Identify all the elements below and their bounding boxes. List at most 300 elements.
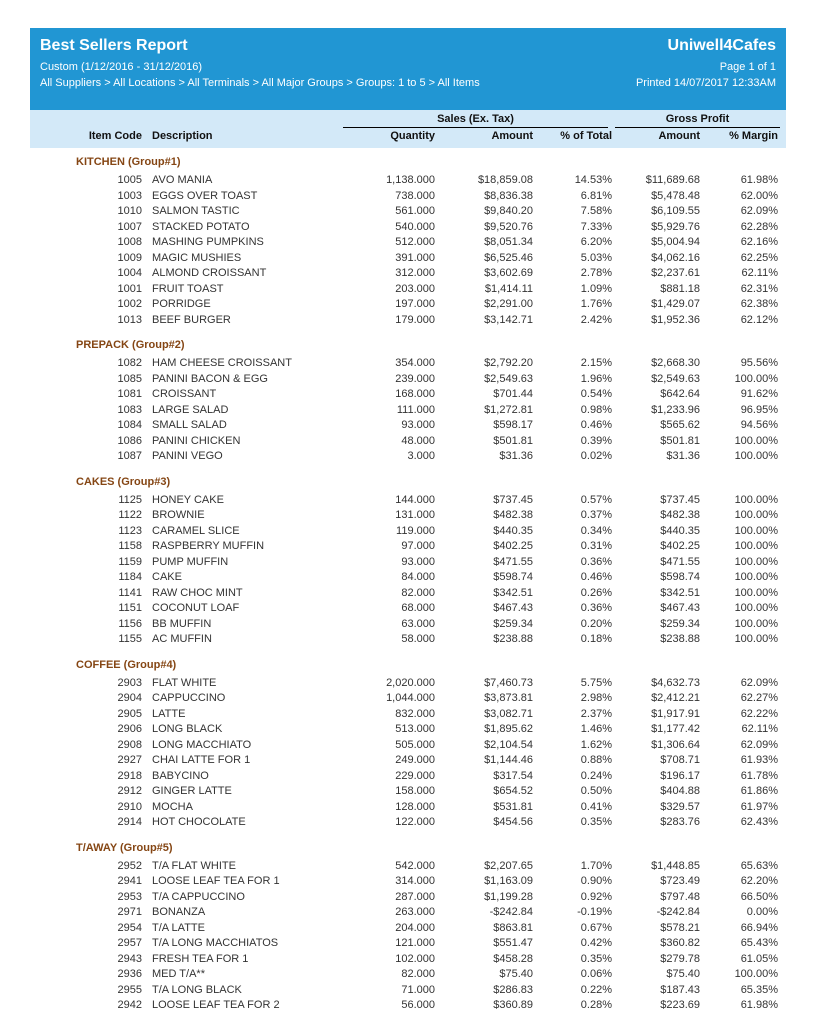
quantity-cell: 1,044.000	[386, 692, 435, 704]
gp-amount-cell: $467.43	[660, 602, 700, 614]
item-code-cell: 1081	[117, 388, 142, 400]
description-cell: GINGER LATTE	[152, 785, 232, 797]
pct-margin-cell: 62.28%	[740, 220, 778, 233]
amount-cell: $18,859.08	[477, 174, 533, 186]
pct-of-total-cell: 0.41%	[580, 800, 612, 813]
table-row	[30, 235, 786, 251]
gp-amount-cell: $5,478.48	[651, 189, 700, 202]
quantity-cell: 197.000	[395, 298, 435, 310]
pct-of-total-cell: 0.50%	[580, 785, 612, 797]
gp-amount-cell: $259.34	[660, 617, 700, 630]
amount-cell: $2,549.63	[484, 372, 533, 385]
gp-amount-cell: $501.81	[660, 434, 700, 447]
gp-amount-cell: $6,109.55	[651, 205, 700, 217]
quantity-cell: 48.000	[401, 434, 435, 447]
description-cell: T/A CAPPUCCINO	[152, 890, 245, 903]
group-heading: COFFEE (Group#4)	[76, 658, 177, 671]
description-cell: FRUIT TOAST	[152, 282, 224, 295]
pct-of-total-cell: 2.78%	[580, 267, 612, 279]
quantity-cell: 93.000	[401, 555, 435, 568]
table-row	[30, 387, 786, 403]
gp-amount-cell: $708.71	[660, 754, 700, 766]
pct-margin-cell: 100.00%	[734, 434, 778, 447]
table-row	[30, 189, 786, 205]
amount-cell: $598.17	[493, 419, 533, 431]
amount-cell: $501.81	[493, 434, 533, 447]
pct-margin-cell: 62.38%	[740, 298, 778, 310]
pct-margin-cell: 100.00%	[734, 493, 778, 506]
column-header-description: Description	[152, 130, 213, 142]
pct-of-total-cell: 2.42%	[580, 313, 612, 326]
description-cell: CROISSANT	[152, 388, 217, 400]
pct-margin-cell: 0.00%	[746, 906, 778, 918]
gp-amount-cell: -$242.84	[656, 906, 700, 918]
item-code-cell: 1151	[118, 602, 142, 614]
amount-cell: $6,525.46	[484, 251, 533, 264]
amount-cell: $286.83	[493, 983, 533, 996]
table-row	[30, 173, 786, 189]
gp-amount-cell: $238.88	[660, 633, 700, 645]
quantity-cell: 239.000	[395, 372, 435, 385]
table-row	[30, 601, 786, 617]
pct-margin-cell: 66.50%	[740, 890, 778, 903]
pct-margin-cell: 61.05%	[740, 952, 778, 965]
table-row	[30, 707, 786, 723]
amount-cell: $342.51	[493, 586, 533, 599]
pct-margin-cell: 61.97%	[740, 800, 778, 813]
gp-amount-cell: $737.45	[660, 493, 700, 506]
pct-margin-cell: 62.00%	[740, 189, 778, 202]
pct-margin-cell: 100.00%	[734, 372, 778, 385]
pct-margin-cell: 61.86%	[740, 785, 778, 797]
item-code-cell: 1010	[117, 205, 142, 217]
table-row	[30, 859, 786, 875]
gp-amount-cell: $283.76	[660, 816, 700, 828]
description-cell: T/A LONG BLACK	[152, 983, 242, 996]
pct-margin-cell: 100.00%	[734, 633, 778, 645]
gp-amount-cell: $1,952.36	[651, 313, 700, 326]
amount-cell: $3,142.71	[484, 313, 533, 326]
description-cell: HOT CHOCOLATE	[152, 816, 246, 828]
gp-amount-cell: $1,448.85	[651, 859, 700, 872]
pct-of-total-cell: 2.15%	[580, 357, 612, 369]
quantity-cell: 204.000	[395, 921, 435, 934]
table-row	[30, 753, 786, 769]
gp-amount-cell: $360.82	[660, 937, 700, 949]
description-cell: EGGS OVER TOAST	[152, 189, 258, 202]
amount-cell: $2,207.65	[484, 859, 533, 872]
description-cell: PANINI CHICKEN	[152, 434, 241, 447]
pct-of-total-cell: 0.31%	[580, 540, 612, 552]
item-code-cell: 2954	[117, 921, 142, 934]
column-header-gp-amount: Amount	[658, 130, 700, 142]
item-code-cell: 2904	[117, 692, 142, 704]
amount-cell: $454.56	[493, 816, 533, 828]
amount-cell: $238.88	[493, 633, 533, 645]
quantity-cell: 249.000	[395, 754, 435, 766]
pct-of-total-cell: 1.70%	[580, 859, 612, 872]
gp-amount-cell: $404.88	[660, 785, 700, 797]
table-row	[30, 784, 786, 800]
quantity-cell: 111.000	[396, 403, 435, 416]
amount-cell: $259.34	[493, 617, 533, 630]
item-code-cell: 1184	[118, 571, 142, 583]
description-cell: PORRIDGE	[152, 298, 211, 310]
pct-of-total-cell: 0.20%	[580, 617, 612, 630]
amount-cell: $863.81	[493, 921, 533, 934]
gp-amount-cell: $5,929.76	[651, 220, 700, 233]
pct-margin-cell: 91.62%	[740, 388, 778, 400]
item-code-cell: 2918	[117, 769, 142, 782]
item-code-cell: 1087	[117, 450, 142, 462]
description-cell: HAM CHEESE CROISSANT	[152, 357, 292, 369]
pct-of-total-cell: 0.90%	[580, 875, 612, 887]
pct-of-total-cell: 0.46%	[580, 571, 612, 583]
printed-timestamp: Printed 14/07/2017 12:33AM	[635, 77, 776, 89]
column-header-amount: Amount	[491, 130, 533, 142]
description-cell: MOCHA	[152, 800, 193, 813]
quantity-cell: 229.000	[395, 769, 435, 782]
quantity-cell: 102.000	[395, 952, 435, 965]
table-row	[30, 905, 786, 921]
pct-margin-cell: 100.00%	[734, 540, 778, 552]
pct-margin-cell: 61.93%	[740, 754, 778, 766]
report-table	[30, 155, 786, 1014]
amount-cell: $402.25	[493, 540, 533, 552]
description-cell: BEEF BURGER	[152, 313, 231, 326]
table-row	[30, 815, 786, 831]
pct-of-total-cell: 0.46%	[580, 419, 612, 431]
quantity-cell: 84.000	[401, 571, 435, 583]
pct-of-total-cell: 0.54%	[580, 388, 612, 400]
gp-amount-cell: $4,632.73	[651, 676, 700, 689]
item-code-cell: 1123	[118, 524, 142, 537]
gp-amount-cell: $342.51	[660, 586, 700, 599]
amount-cell: $3,873.81	[484, 692, 533, 704]
gp-amount-cell: $2,549.63	[651, 372, 700, 385]
description-cell: FRESH TEA FOR 1	[152, 952, 249, 965]
amount-cell: $9,840.20	[484, 205, 533, 217]
amount-cell: $2,792.20	[484, 357, 533, 369]
pct-margin-cell: 65.63%	[740, 859, 778, 872]
pct-of-total-cell: -0.19%	[577, 906, 612, 918]
pct-margin-cell: 61.78%	[740, 769, 778, 782]
pct-of-total-cell: 0.67%	[580, 921, 612, 934]
item-code-cell: 1158	[118, 540, 142, 552]
description-cell: LARGE SALAD	[152, 403, 229, 416]
item-code-cell: 1008	[117, 236, 142, 248]
description-cell: CARAMEL SLICE	[152, 524, 240, 537]
item-code-cell: 2914	[117, 816, 142, 828]
pct-of-total-cell: 0.92%	[580, 890, 612, 903]
quantity-cell: 168.000	[395, 388, 435, 400]
description-cell: BROWNIE	[152, 509, 205, 521]
quantity-cell: 314.000	[395, 875, 435, 887]
pct-margin-cell: 62.09%	[740, 676, 778, 689]
amount-cell: $737.45	[493, 493, 533, 506]
pct-of-total-cell: 0.06%	[580, 968, 612, 980]
gp-amount-cell: $578.21	[660, 921, 700, 934]
table-row	[30, 983, 786, 999]
item-code-cell: 1003	[117, 189, 142, 202]
amount-cell: $440.35	[493, 524, 533, 537]
pct-margin-cell: 100.00%	[734, 968, 778, 980]
description-cell: CAKE	[152, 571, 182, 583]
pct-of-total-cell: 6.81%	[580, 189, 612, 202]
pct-of-total-cell: 14.53%	[574, 174, 612, 186]
amount-cell: $1,272.81	[484, 403, 533, 416]
item-code-cell: 2953	[117, 890, 142, 903]
item-code-cell: 1159	[118, 555, 142, 568]
pct-of-total-cell: 1.62%	[580, 738, 612, 751]
amount-cell: $1,414.11	[484, 282, 533, 295]
description-cell: T/A LATTE	[152, 921, 205, 934]
description-cell: FLAT WHITE	[152, 676, 217, 689]
item-code-cell: 2943	[117, 952, 142, 965]
description-cell: AVO MANIA	[152, 174, 213, 186]
pct-margin-cell: 62.25%	[740, 251, 778, 264]
gp-amount-cell: $31.36	[666, 450, 700, 462]
quantity-cell: 131.000	[395, 509, 435, 521]
table-row	[30, 220, 786, 236]
amount-cell: $654.52	[493, 785, 533, 797]
item-code-cell: 2912	[117, 785, 142, 797]
gp-amount-cell: $187.43	[660, 983, 700, 996]
pct-of-total-cell: 1.46%	[580, 723, 612, 735]
report-filter-path: All Suppliers > All Locations > All Terminals > All Major Groups > Groups: 1 to 5 > All Items	[40, 77, 480, 89]
amount-cell: $701.44	[493, 388, 533, 400]
item-code-cell: 1086	[117, 434, 142, 447]
gp-amount-cell: $2,412.21	[651, 692, 700, 704]
amount-cell: $8,051.34	[484, 236, 533, 248]
sales-column-group-label: Sales (Ex. Tax)	[343, 112, 608, 128]
gp-amount-cell: $598.74	[660, 571, 700, 583]
table-row	[30, 874, 786, 890]
pct-margin-cell: 96.95%	[740, 403, 778, 416]
quantity-cell: 513.000	[395, 723, 435, 735]
amount-cell: $2,291.00	[484, 298, 533, 310]
pct-margin-cell: 94.56%	[740, 419, 778, 431]
group-heading: KITCHEN (Group#1)	[76, 156, 181, 168]
quantity-cell: 540.000	[395, 220, 435, 233]
item-code-cell: 1009	[117, 251, 142, 264]
pct-of-total-cell: 0.22%	[580, 983, 612, 996]
table-row	[30, 800, 786, 816]
report-header-left	[40, 35, 545, 104]
amount-cell: $2,104.54	[484, 738, 533, 751]
gp-amount-cell: $11,689.68	[645, 174, 700, 186]
column-header-quantity: Quantity	[390, 130, 435, 142]
table-row	[30, 967, 786, 983]
description-cell: PANINI VEGO	[152, 450, 223, 462]
pct-margin-cell: 65.35%	[740, 983, 778, 996]
item-code-cell: 2957	[117, 937, 142, 949]
amount-cell: $8,836.38	[484, 189, 533, 202]
description-cell: LOOSE LEAF TEA FOR 1	[152, 875, 280, 887]
quantity-cell: 391.000	[395, 251, 435, 264]
gp-amount-cell: $75.40	[666, 968, 700, 980]
quantity-cell: 561.000	[395, 205, 435, 217]
pct-margin-cell: 62.09%	[740, 205, 778, 217]
pct-margin-cell: 62.31%	[740, 282, 778, 295]
description-cell: MAGIC MUSHIES	[152, 251, 242, 264]
pct-of-total-cell: 0.57%	[580, 493, 612, 506]
quantity-cell: 121.000	[395, 937, 435, 949]
gp-amount-cell: $223.69	[660, 999, 700, 1011]
description-cell: ALMOND CROISSANT	[152, 267, 267, 279]
amount-cell: -$242.84	[489, 906, 533, 918]
item-code-cell: 1005	[117, 174, 142, 186]
item-code-cell: 1004	[117, 267, 142, 279]
pct-of-total-cell: 0.26%	[580, 586, 612, 599]
pct-margin-cell: 100.00%	[734, 617, 778, 630]
item-code-cell: 1001	[117, 282, 142, 295]
quantity-cell: 119.000	[396, 524, 435, 537]
quantity-cell: 82.000	[401, 968, 435, 980]
pct-margin-cell: 61.98%	[740, 174, 778, 186]
pct-of-total-cell: 0.35%	[580, 816, 612, 828]
table-row	[30, 769, 786, 785]
amount-cell: $31.36	[499, 450, 533, 462]
pct-margin-cell: 62.12%	[740, 313, 778, 326]
amount-cell: $1,163.09	[484, 875, 533, 887]
pct-of-total-cell: 0.35%	[580, 952, 612, 965]
table-row	[30, 508, 786, 524]
quantity-cell: 179.000	[395, 313, 435, 326]
pct-of-total-cell: 5.03%	[580, 251, 612, 264]
gp-amount-cell: $797.48	[660, 890, 700, 903]
gp-amount-cell: $440.35	[660, 524, 700, 537]
column-header-pct-margin: % Margin	[729, 130, 778, 142]
quantity-cell: 3.000	[407, 450, 435, 462]
amount-cell: $317.54	[493, 769, 533, 782]
amount-cell: $360.89	[493, 999, 533, 1011]
table-row	[30, 691, 786, 707]
quantity-cell: 71.000	[401, 983, 435, 996]
pct-of-total-cell: 0.36%	[580, 602, 612, 614]
amount-cell: $1,895.62	[484, 723, 533, 735]
pct-of-total-cell: 0.34%	[580, 524, 612, 537]
quantity-cell: 63.000	[401, 617, 435, 630]
item-code-cell: 2903	[117, 676, 142, 689]
quantity-cell: 512.000	[395, 236, 435, 248]
table-row	[30, 251, 786, 267]
table-row	[30, 617, 786, 633]
description-cell: CHAI LATTE FOR 1	[152, 754, 251, 766]
pct-margin-cell: 100.00%	[734, 524, 778, 537]
description-cell: LONG MACCHIATO	[152, 738, 252, 751]
item-code-cell: 2905	[117, 707, 142, 720]
gp-amount-cell: $196.17	[660, 769, 700, 782]
description-cell: T/A LONG MACCHIATOS	[152, 937, 279, 949]
item-code-cell: 2936	[117, 968, 142, 980]
group-heading: PREPACK (Group#2)	[76, 339, 185, 351]
table-row	[30, 266, 786, 282]
description-cell: HONEY CAKE	[152, 493, 224, 506]
quantity-cell: 832.000	[395, 707, 435, 720]
quantity-cell: 82.000	[401, 586, 435, 599]
pct-margin-cell: 100.00%	[734, 450, 778, 462]
table-row	[30, 297, 786, 313]
amount-cell: $482.38	[493, 509, 533, 521]
report-header	[30, 28, 786, 110]
description-cell: COCONUT LOAF	[152, 602, 240, 614]
table-row	[30, 403, 786, 419]
pct-margin-cell: 62.20%	[740, 875, 778, 887]
quantity-cell: 122.000	[395, 816, 435, 828]
description-cell: BABYCINO	[152, 769, 209, 782]
quantity-cell: 738.000	[395, 189, 435, 202]
pct-margin-cell: 62.09%	[740, 738, 778, 751]
pct-of-total-cell: 1.96%	[580, 372, 612, 385]
quantity-cell: 128.000	[395, 800, 435, 813]
gp-amount-cell: $2,668.30	[651, 357, 700, 369]
pct-margin-cell: 100.00%	[734, 509, 778, 521]
pct-margin-cell: 66.94%	[740, 921, 778, 934]
pct-of-total-cell: 5.75%	[580, 676, 612, 689]
gross-profit-column-group-label: Gross Profit	[615, 112, 780, 128]
gp-amount-cell: $402.25	[660, 540, 700, 552]
item-code-cell: 2927	[117, 754, 142, 766]
pct-of-total-cell: 1.76%	[580, 298, 612, 310]
quantity-cell: 505.000	[395, 738, 435, 751]
description-cell: SALMON TASTIC	[152, 205, 240, 217]
group-heading: T/AWAY (Group#5)	[76, 841, 173, 854]
pct-margin-cell: 95.56%	[740, 357, 778, 369]
pct-of-total-cell: 0.42%	[580, 937, 612, 949]
pct-margin-cell: 100.00%	[734, 571, 778, 583]
pct-of-total-cell: 7.58%	[580, 205, 612, 217]
description-cell: BB MUFFIN	[152, 617, 212, 630]
gp-amount-cell: $4,062.16	[651, 251, 700, 264]
pct-margin-cell: 62.43%	[740, 816, 778, 828]
item-code-cell: 1082	[117, 357, 142, 369]
table-row	[30, 998, 786, 1014]
quantity-cell: 1,138.000	[386, 174, 435, 186]
gp-amount-cell: $1,306.64	[651, 738, 700, 751]
column-header-band	[30, 110, 786, 148]
amount-cell: $598.74	[493, 571, 533, 583]
report-page	[30, 28, 786, 1014]
table-row	[30, 722, 786, 738]
item-code-cell: 1002	[117, 298, 142, 310]
item-code-cell: 2952	[117, 859, 142, 872]
pct-of-total-cell: 0.98%	[580, 403, 612, 416]
table-row	[30, 632, 786, 648]
description-cell: LONG BLACK	[152, 723, 223, 735]
gp-amount-cell: $1,233.96	[651, 403, 700, 416]
table-row	[30, 434, 786, 450]
quantity-cell: 263.000	[395, 906, 435, 918]
description-cell: RAW CHOC MINT	[152, 586, 243, 599]
pct-of-total-cell: 6.20%	[580, 236, 612, 248]
amount-cell: $458.28	[493, 952, 533, 965]
amount-cell: $551.47	[493, 937, 533, 949]
description-cell: CAPPUCCINO	[152, 692, 226, 704]
gp-amount-cell: $329.57	[660, 800, 700, 813]
report-header-right	[636, 35, 776, 104]
item-code-cell: 1141	[118, 586, 142, 599]
column-header-item-code: Item Code	[88, 130, 142, 142]
gp-amount-cell: $279.78	[660, 952, 700, 965]
pct-of-total-cell: 2.37%	[580, 707, 612, 720]
pct-of-total-cell: 0.18%	[580, 633, 612, 645]
gp-amount-cell: $1,429.07	[651, 298, 700, 310]
item-code-cell: 2906	[117, 723, 142, 735]
item-code-cell: 1013	[117, 313, 142, 326]
amount-cell: $467.43	[493, 602, 533, 614]
gp-amount-cell: $5,004.94	[651, 236, 700, 248]
